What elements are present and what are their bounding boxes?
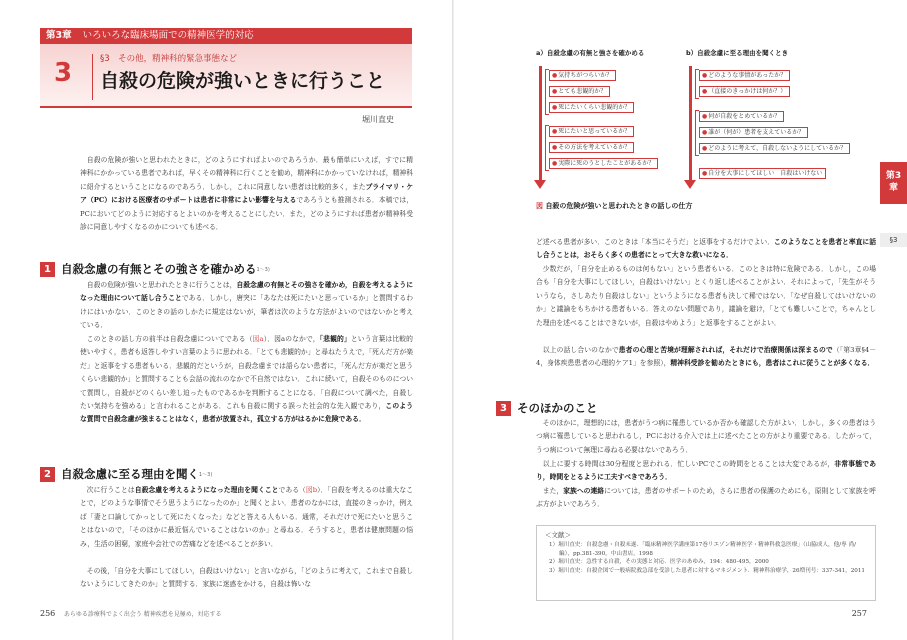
left-page	[0, 0, 453, 640]
right-paragraph-2: 少数だが，「自分を止めるものは何もない」という患者もいる．このときは特に危険である．しかし，この場合も「自分を大事にしてほしい，自殺はいけない」とくり返し述べることがよい．それによって，「先生がそういうなら，さしあたり自殺はしない」というようになる患者も決して稀ではない．「なぜ自殺してはいけないのか」と議論をもちかける患者もいる．答えのない問題であり，議論を避け，「とても難しいことで，ちゃんとした理由を述べることはできないが，自殺はやめよう」と返事をすることがよい．	[536, 265, 876, 327]
heading-section-3	[496, 400, 598, 416]
figure-b-question: ●何が自殺をとめているか？	[699, 111, 784, 122]
heading-title-3: そのほかのこと	[517, 401, 598, 415]
page-number-right: 257	[851, 609, 867, 618]
figure-caption	[536, 201, 692, 211]
figure-caption-text: 自殺の危険が強いと思われたときの話しの仕方	[545, 202, 693, 210]
chapter-tab-line-1: 第3	[885, 171, 902, 181]
page-title: 自殺の危険が強いときに行うこと	[100, 70, 386, 92]
figure-reference-b[interactable]: 図b	[305, 486, 318, 494]
chapter-header-bar	[40, 28, 412, 44]
section-1-paragraph-2: このときの話し方の前半は自殺念慮についてである（図a）．図aのなかで，「悲観的」という言葉は比較的使いやすく，患者も返答しやすい言葉のように思われる．「とても悲観的か」と尋ねたうえで，「死んだ方が楽だ」と返事をする患者もいる．悲観的だというが，自殺念慮までは語らない患者に，「死んだ方が楽だと思うくらい悲観的か」と質問することも会話の流れのなかで不自然ではない．これに続いて，自殺そのものについて質問し，自殺がどのくらい差し迫ったものであるかを判断することになる．「自殺について調べた，自殺したい気持ちを強める」と言われることがある．これも自殺に関する誤った社会的な先入観であり，このような質問で自殺念慮が強まることはなく，患者が放置され，孤立する方がはるかに危険である．	[80, 335, 414, 424]
heading-title-1: 自殺念慮の有無とその強さを確かめる	[61, 262, 257, 276]
references-box	[536, 525, 876, 601]
figure-b-question: ●どのような事情があったか？	[699, 70, 790, 81]
figure-column-a-title: a）自殺念慮の有無と強さを確かめる	[536, 49, 645, 57]
series-title: あらゆる診療科でよく出会う 精神疾患を見極め，対応する	[63, 611, 222, 618]
page-number-left: 256	[40, 609, 56, 618]
figure-column-b-title: b）自殺念慮に至る理由を聞くとき	[686, 49, 789, 57]
heading-sup-1: 1～3)	[256, 266, 270, 273]
section-1-paragraph-1: 自殺の危険が強いと思われたときに行うことは，自殺念慮の有無とその強さを確かめ，自殺を考えるようになった理由について話し合うことである．しかし，唐突に「あなたは死にたいと思っているか」と質問するわけにはいかない．このときの話のしかたに規定はないが，筆者は次のような方法がよいのではないかと考えている．	[80, 281, 413, 330]
section-side-tab[interactable]: §3	[880, 233, 907, 247]
figure-a-question: ●気持ちがつらいか？	[549, 70, 616, 81]
figure-a-question: ●死にたいと思っているか？	[549, 126, 634, 137]
heading-number-3: 3	[496, 401, 511, 416]
section-3-paragraph-2: 以上に要する時間は30分程度と思われる．忙しいPCでこの時間をとることは大変であるが，非常事態であり，時間をとるように工夫すべきであろう．	[536, 460, 877, 482]
heading-sup-2: 1～3)	[199, 471, 213, 478]
right-paragraph-3: 以上の話し合いのなかで患者の心理と苦境が理解されれば，それだけで治療関係は深まるので（「第3章§4－4，身体疾患患者の心理的ケア1」を参照），精神科受診を勧めたときにも，患者はこれに従うことが多くなる．	[536, 346, 877, 368]
heading-section-2	[40, 466, 212, 482]
figure-b-arrow-line	[689, 66, 692, 181]
chapter-side-tab[interactable]	[880, 162, 907, 204]
continued-paragraph: ど述べる患者が多い．このときは「本当にそうだ」と返事をするだけでよい．このようなことを患者と率直に話し合うことは，おそらく多くの患者にとって大きな救いになる．	[536, 238, 877, 260]
reference-item: 1）堀川直史：自殺念慮・自殺未遂．「臨床精神医学講座第17巻リエゾン精神医学・精神科救急医療」（山脇成人，他/専 尚/編），pp.381-390，中山書店，1998	[549, 542, 856, 557]
figure-a-question: ●その方法を考えているか？	[549, 142, 634, 153]
section-2-paragraph-1: 次に行うことは自殺念慮を考えるようになった理由を聞くことである（図b）．「自殺を考えるのは重大なことで，どのような事情でそう思うようになったのか」と聞くとよい．患者のなかには，直接のきっかけ，例えば「妻と口論してかっとして死にたくなった」などと答える人もいる．通常，それだけで死にたいと思うことはないので，「そのほかに最近悩んでいることはないのか」と尋ねる．そうすると，患者は健康問題の悩み，生活の困窮，家庭や会社での苦痛などを述べることが多い．	[80, 486, 414, 548]
folio-left	[40, 609, 222, 618]
figure-b-question: ●（直接のきっかけは何か？）	[699, 86, 790, 97]
figure-a-arrow-head	[534, 180, 546, 189]
chapter-tab-line-2: 章	[888, 183, 898, 193]
section-3-paragraph-3: また，家族への連絡については，患者のサポートのため，さらに患者の保護のためにも，原則として家族を呼ぶ方がよいであろう．	[536, 487, 877, 509]
figure-caption-label: 図	[536, 202, 543, 210]
figure-b-question: ●どのように考えて，自殺しないようにしているか？	[699, 143, 850, 154]
right-page	[454, 0, 907, 640]
chapter-title: いろいろな臨床場面での精神医学的対応	[82, 30, 254, 41]
section-2-paragraph-2: その後，「自分を大事にしてほしい，自殺はいけない」と言いながら，「どのように考えて，これまで自殺しないようにしてきたのか」と質問する．家族に迷惑をかける，自殺は怖いな	[80, 567, 413, 589]
figure-a-arrow-line	[539, 66, 542, 181]
figure-a-question: ●とても悲観的か？	[549, 86, 610, 97]
heading-number-2: 2	[40, 467, 55, 482]
reference-item: 2）堀川直史：急性する自殺，その実態と対応．医学のあゆみ，194：480-495，2000	[549, 559, 769, 566]
reference-item: 3）堀川直史：自殺企図で一般病院救急部を受診した患者に対するマネジメント．精神科治療学，26増刊号：337-341，2011	[549, 567, 865, 574]
figure-b-question: ●誰が（何が）患者を支えているか？	[699, 127, 808, 138]
chapter-number: 第3章	[46, 30, 72, 41]
section-number: 3	[54, 58, 73, 88]
figure-b-arrow-head	[684, 180, 696, 189]
intro-paragraph: 自殺の危険が強いと思われたときに，どのようにすればよいのであろうか．最も簡単にいえば，すでに精神科にかかっている患者であれば，早くその精神科に行くことを勧め，精神科にかかっていなければ，精神科に紹介するということになるのであろう．しかし，これに同意しない患者は比較的多く，またプライマリ・ケア（PC）における医療者のサポートは患者に非常によい影響を与えるであろうとも推測される．本稿では，PCにおいてどのように対応するとよいのかを考えることにしたい．また，どのようにすれば患者が精神科受診に同意しやすくなるのかについても述べる．	[80, 156, 413, 232]
section-divider	[92, 54, 93, 100]
heading-title-2: 自殺念慮に至る理由を聞く	[61, 467, 199, 481]
heading-number-1: 1	[40, 262, 55, 277]
references-title: ＜文献＞	[545, 531, 571, 539]
heading-section-1	[40, 261, 270, 277]
figure-reference-a[interactable]: 図a	[252, 335, 264, 343]
section-title-box	[40, 44, 412, 108]
section-tag: §3 その他，精神科的緊急事態など	[100, 54, 238, 64]
section-3-paragraph-1: そのほかに，理想的には，患者がうつ病に罹患しているか否かも確認した方がよい．しかし，多くの患者はうつ病に罹患していると思われるし，PCにおける介入では上に述べたことの方がより重要である．したがって，うつ病について無理に尋ねる必要はないであろう．	[536, 419, 876, 454]
figure-b-question: ●自分を大事にしてほしい 自殺はいけない	[699, 168, 826, 179]
figure-a-question: ●死にたいくらい悲観的か？	[549, 102, 634, 113]
figure-a-question: ●実際に死のうとしたことがあるか？	[549, 158, 658, 169]
author-name: 堀川直史	[362, 115, 394, 124]
